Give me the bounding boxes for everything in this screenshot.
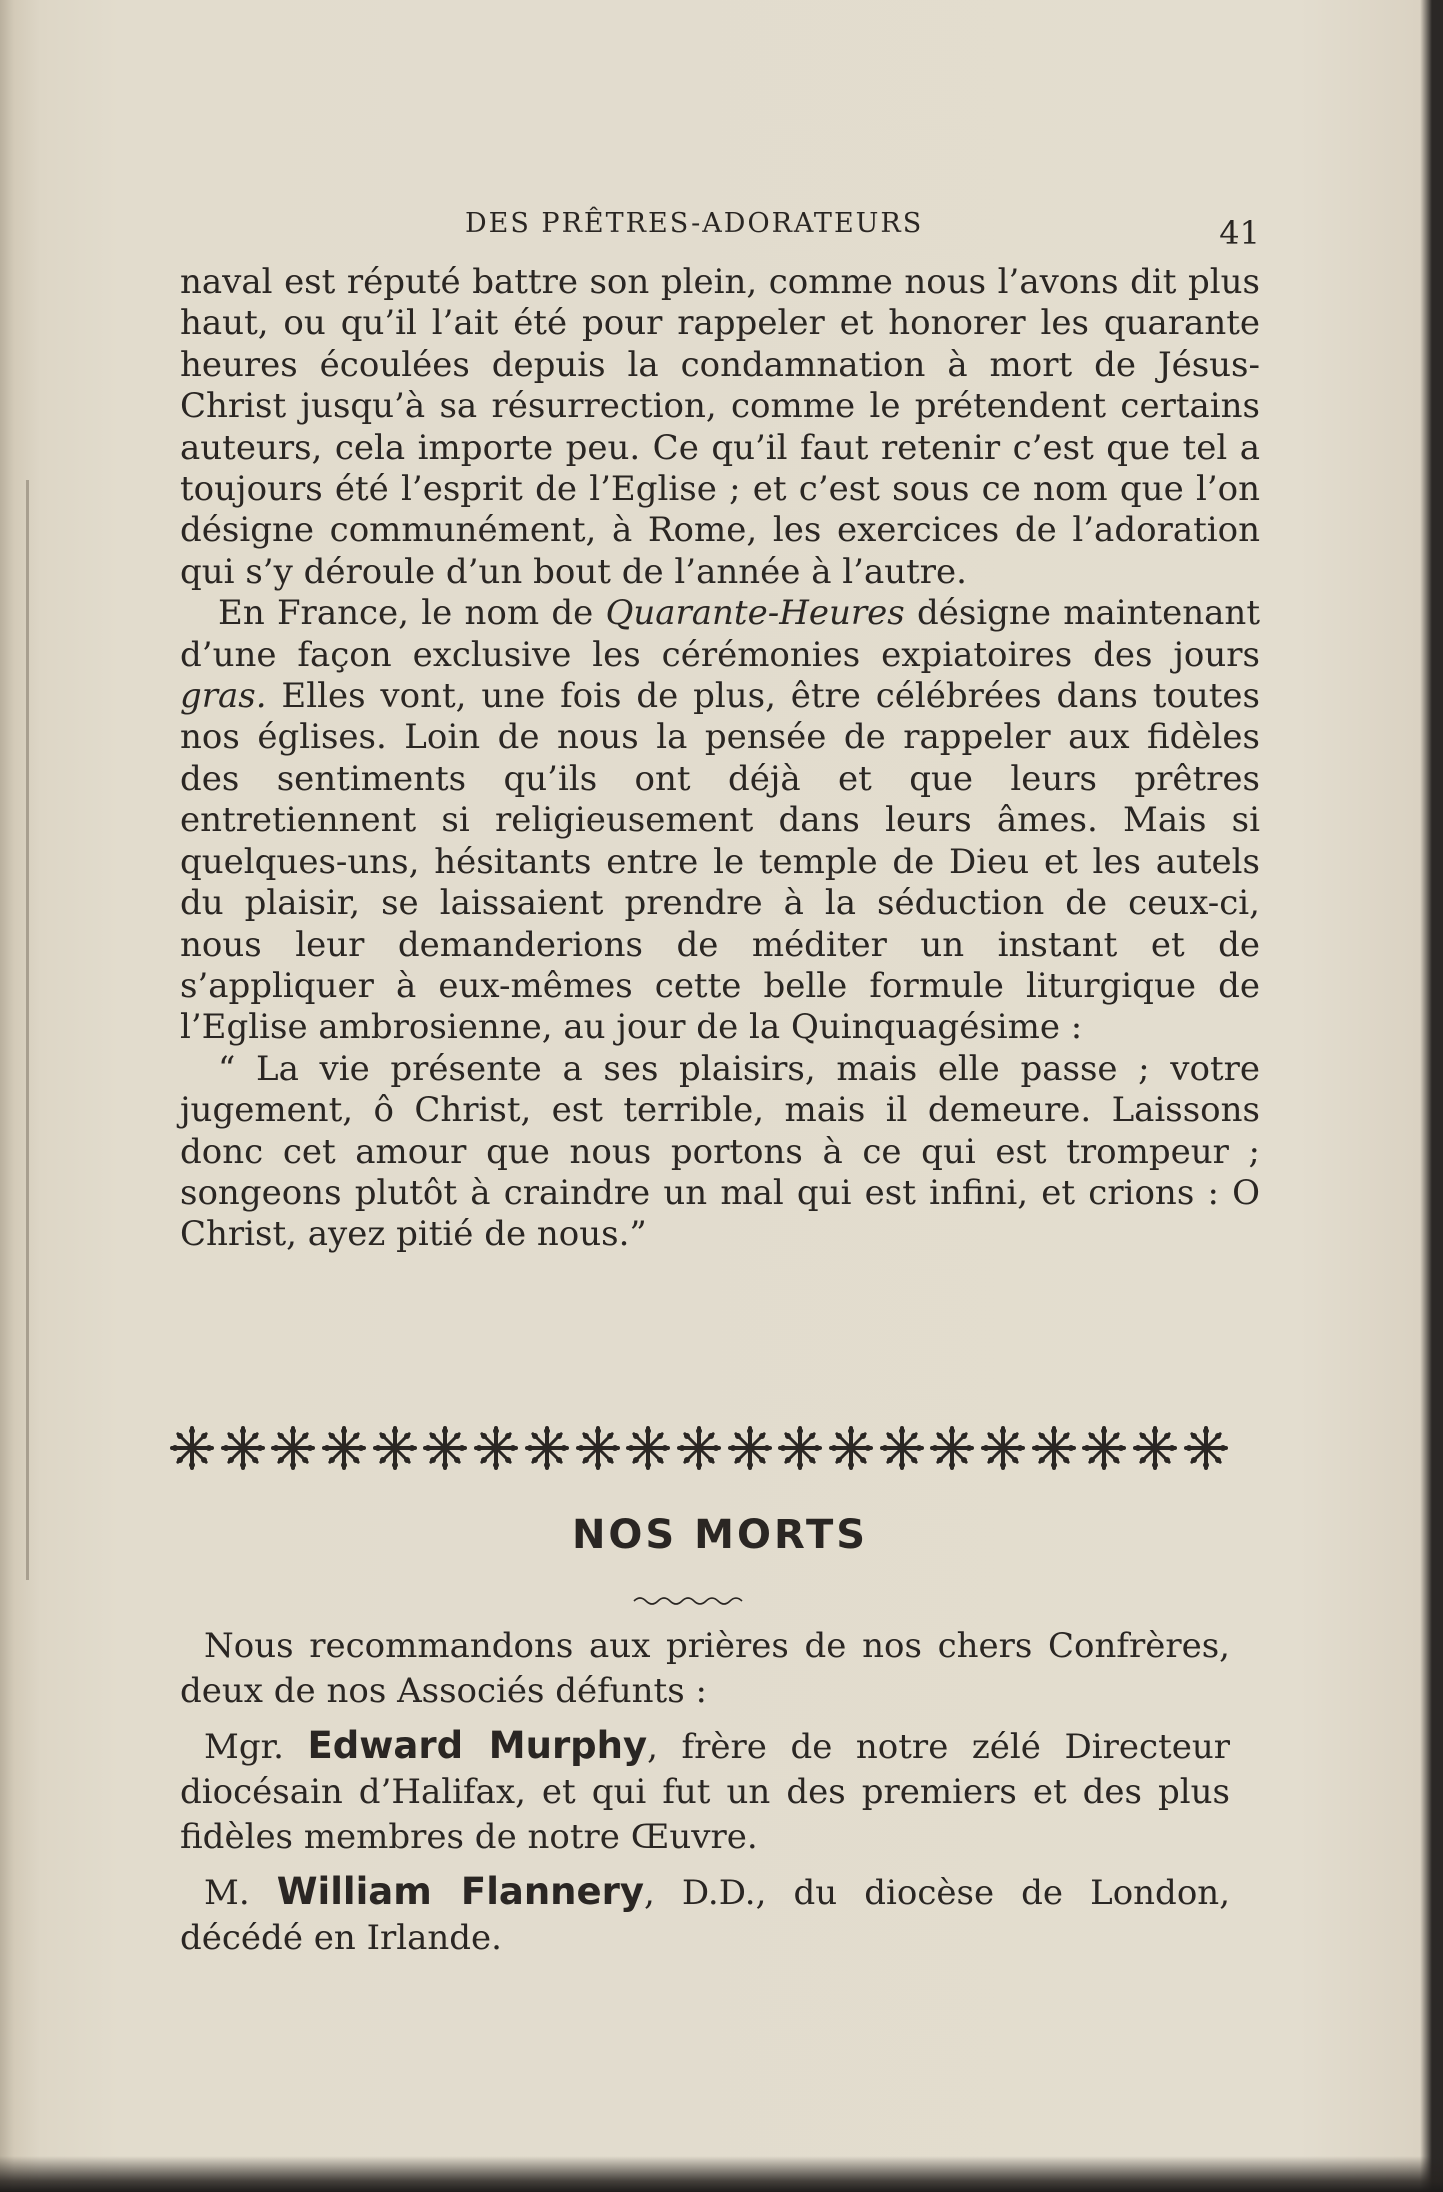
paragraph-text: Elles vont, une fois de plus, être célébrées dans toutes nos églises. Loin de nous la pensée de rappeler aux fidèles des sentiments qu’ils ont déjà et que leurs prêtres entretiennent si religieusement dans leurs âmes. Mais si quelques-uns, hésitants entre le temple de Dieu et les autels du plaisir, se laissaient prendre à la séduction de ceux-ci, nous leur demanderions de méditer un instant et de s’appliquer à eux-mêmes cette belle formule liturgique de l’Eglise ambrosienne, au jour de la Quinquagésime : bbox=[180, 676, 1260, 1048]
asterisk-star-icon bbox=[320, 1424, 368, 1472]
entry-prefix: M. bbox=[204, 1873, 277, 1913]
asterisk-star-icon bbox=[219, 1424, 267, 1472]
page-number: 41 bbox=[1219, 214, 1260, 252]
asterisk-star-icon bbox=[624, 1424, 672, 1472]
asterisk-star-icon bbox=[472, 1424, 520, 1472]
paragraph-text: désigne maintenant d’une façon exclusive les cérémonies expiatoires des jours bbox=[180, 593, 1260, 675]
asterisk-star-icon bbox=[1080, 1424, 1128, 1472]
paragraph bbox=[180, 593, 1260, 1048]
obituary-intro: Nous recommandons aux prières de nos chers Confrères, deux de nos Associés défunts : bbox=[180, 1626, 1230, 1711]
entry-text: , D.D., du diocèse de London, décédé en Irlande. bbox=[180, 1873, 1230, 1958]
obituary-list bbox=[180, 1624, 1230, 1970]
paragraph: naval est réputé battre son plein, comme nous l’avons dit plus haut, ou qu’il l’ait été pour rappeler et honorer les quarante heures écoulées depuis la condamnation à mort de Jésus-Christ jusqu’à sa résurrection, comme le prétendent certains auteurs, cela importe peu. Ce qu’il faut retenir c’est que tel a toujours été l’esprit de l’Eglise ; et c’est sous ce nom que l’on désigne communément, à Rome, les exercices de l’adoration qui s’y déroule d’un bout de l’année à l’autre. bbox=[180, 262, 1260, 592]
asterisk-star-icon bbox=[928, 1424, 976, 1472]
italic-term: Quarante-Heures bbox=[605, 593, 905, 634]
asterisk-star-icon bbox=[269, 1424, 317, 1472]
italic-term: gras. bbox=[180, 676, 267, 717]
obituary-entry bbox=[180, 1723, 1230, 1860]
asterisk-star-icon bbox=[979, 1424, 1027, 1472]
article-body bbox=[180, 262, 1260, 1256]
asterisk-star-icon bbox=[574, 1424, 622, 1472]
obituary-entry bbox=[180, 1869, 1230, 1961]
running-header bbox=[180, 208, 1260, 252]
deceased-name: Edward Murphy bbox=[307, 1724, 648, 1767]
asterisk-star-icon bbox=[1030, 1424, 1078, 1472]
asterisk-star-icon bbox=[827, 1424, 875, 1472]
paragraph-text: En France, le nom de bbox=[218, 593, 606, 634]
asterisk-star-icon bbox=[726, 1424, 774, 1472]
section-title: NOS MORTS bbox=[571, 1512, 869, 1558]
asterisk-star-icon bbox=[1131, 1424, 1179, 1472]
asterisk-star-icon bbox=[675, 1424, 723, 1472]
asterisk-star-icon bbox=[776, 1424, 824, 1472]
entry-text: , frère de notre zélé Directeur diocésain d’Halifax, et qui fut un des premiers et des plus fidèles membres de notre Œuvre. bbox=[180, 1727, 1230, 1857]
asterisk-star-icon bbox=[878, 1424, 926, 1472]
asterisk-star-icon bbox=[421, 1424, 469, 1472]
squiggle-rule-icon bbox=[632, 1594, 748, 1608]
entry-prefix: Mgr. bbox=[204, 1727, 308, 1767]
running-title: DES PRÊTRES-ADORATEURS bbox=[465, 208, 924, 239]
binding-edge bbox=[26, 480, 29, 1580]
asterisk-star-icon bbox=[1182, 1424, 1230, 1472]
asterisk-star-icon bbox=[168, 1424, 216, 1472]
ornament-divider bbox=[168, 1418, 1230, 1478]
asterisk-star-icon bbox=[523, 1424, 571, 1472]
liturgical-quote: “ La vie présente a ses plaisirs, mais elle passe ; votre jugement, ô Christ, est terrible, mais il demeure. Laissons donc cet amour que nous portons à ce qui est trompeur ; songeons plutôt à craindre un mal qui est infini, et crions : O Christ, ayez pitié de nous.” bbox=[180, 1048, 1260, 1255]
page-bottom-shadow bbox=[0, 2156, 1443, 2192]
asterisk-star-icon bbox=[371, 1424, 419, 1472]
deceased-name: William Flannery bbox=[276, 1870, 644, 1913]
